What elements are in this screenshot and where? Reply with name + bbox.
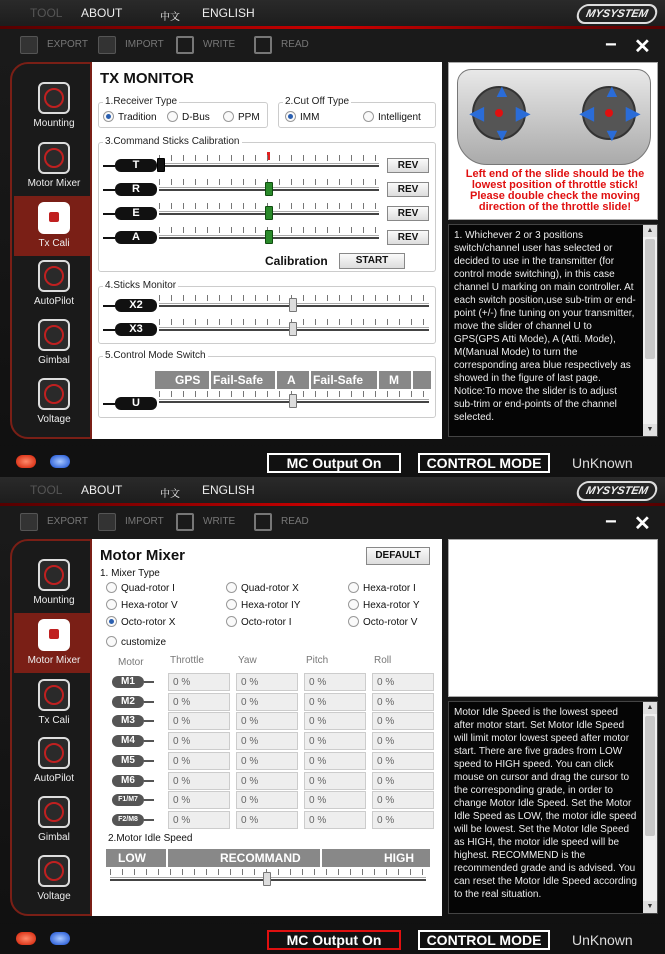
motor-mixer-window bbox=[0, 477, 665, 954]
read-icon bbox=[254, 36, 272, 54]
mix-cell-yaw[interactable]: 0 % bbox=[236, 791, 298, 809]
menu-chinese[interactable]: 中文 bbox=[160, 12, 180, 23]
status-led-blue bbox=[50, 932, 70, 945]
col-pitch: Pitch bbox=[306, 655, 329, 666]
mix-cell-pitch[interactable]: 0 % bbox=[304, 772, 366, 790]
autopilot-icon bbox=[38, 260, 70, 292]
calibration-text: Calibration bbox=[265, 254, 328, 268]
sidebar-item-gimbal[interactable]: Gimbal bbox=[22, 319, 86, 375]
channel-e-slider[interactable] bbox=[265, 206, 273, 220]
channel-t-track bbox=[159, 163, 379, 167]
radio-imm[interactable]: IMM bbox=[285, 111, 319, 123]
channel-t-slider[interactable] bbox=[157, 158, 165, 172]
scroll-down-icon: ▼ bbox=[643, 901, 657, 913]
radio-hexa-rotor-y[interactable]: Hexa-rotor Y bbox=[348, 599, 420, 611]
radio-octo-rotor-x[interactable]: Octo-rotor X bbox=[106, 616, 175, 628]
import-icon bbox=[98, 513, 116, 531]
help-scrollbar[interactable] bbox=[643, 702, 657, 913]
tx-cali-icon bbox=[38, 202, 70, 234]
control-mode-value: UnKnown bbox=[572, 932, 633, 948]
gimbal-icon bbox=[38, 319, 70, 351]
channel-r-label: R bbox=[115, 183, 157, 196]
control-mode-value: UnKnown bbox=[572, 455, 633, 471]
write-icon bbox=[176, 513, 194, 531]
mix-cell-roll[interactable]: 0 % bbox=[372, 791, 434, 809]
rev-button-t[interactable]: REV bbox=[387, 158, 429, 173]
tx-cali-icon bbox=[38, 679, 70, 711]
export-icon bbox=[20, 36, 38, 54]
arrow-up-icon: ▲ bbox=[603, 81, 621, 101]
cutoff-type-label: 2.Cut Off Type bbox=[285, 96, 350, 107]
channel-r-slider[interactable] bbox=[265, 182, 273, 196]
mix-cell-throttle[interactable]: 0 % bbox=[168, 693, 230, 711]
mounting-icon bbox=[38, 559, 70, 591]
calibration-label: 3.Command Sticks Calibration bbox=[105, 136, 240, 147]
motor-label: M5 bbox=[112, 755, 144, 767]
minimize-button[interactable]: − bbox=[605, 34, 617, 56]
radio-quad-rotor-x[interactable]: Quad-rotor X bbox=[226, 582, 299, 594]
page-title: Motor Mixer bbox=[100, 547, 186, 564]
start-button[interactable]: START bbox=[339, 253, 405, 269]
mix-cell-pitch[interactable]: 0 % bbox=[304, 673, 366, 691]
col-motor: Motor bbox=[118, 657, 144, 668]
mix-cell-pitch[interactable]: 0 % bbox=[304, 791, 366, 809]
cutoff-type-group bbox=[278, 96, 436, 128]
mix-cell-pitch[interactable]: 0 % bbox=[304, 712, 366, 730]
voltage-icon bbox=[38, 378, 70, 410]
toolbar: EXPORT IMPORT WRITE READ − ✕ bbox=[0, 30, 665, 60]
default-button[interactable]: DEFAULT bbox=[366, 547, 430, 565]
motor-label: M2 bbox=[112, 696, 144, 708]
status-bar bbox=[0, 447, 665, 477]
radio-dbus[interactable]: D-Bus bbox=[167, 111, 210, 123]
sidebar-item-tx-cali[interactable]: Tx Cali bbox=[14, 196, 94, 256]
rev-button-e[interactable]: REV bbox=[387, 206, 429, 221]
channel-a-label: A bbox=[115, 231, 157, 244]
channel-x3-label: X3 bbox=[115, 323, 157, 336]
sidebar-item-voltage[interactable]: Voltage bbox=[22, 855, 86, 911]
transmitter-diagram bbox=[448, 62, 658, 220]
mix-cell-throttle[interactable]: 0 % bbox=[168, 791, 230, 809]
arrow-down-icon: ▼ bbox=[493, 125, 511, 145]
status-bar bbox=[0, 924, 665, 954]
divider bbox=[0, 503, 665, 506]
control-mode-group bbox=[98, 350, 436, 418]
mix-cell-throttle[interactable]: 0 % bbox=[168, 772, 230, 790]
status-led-red bbox=[16, 932, 36, 945]
motor-mixer-panel bbox=[92, 539, 442, 916]
mix-cell-yaw[interactable]: 0 % bbox=[236, 712, 298, 730]
mix-cell-roll[interactable]: 0 % bbox=[372, 732, 434, 750]
channel-x2-slider[interactable] bbox=[289, 298, 297, 312]
channel-t-label: T bbox=[115, 159, 157, 172]
scroll-up-icon: ▲ bbox=[643, 225, 657, 237]
mix-cell-pitch[interactable]: 0 % bbox=[304, 693, 366, 711]
channel-u-slider[interactable] bbox=[289, 394, 297, 408]
throttle-warning: Left end of the slide should be the lowest position of throttle stick! Please double check the moving direction of the throttle slide! bbox=[465, 168, 645, 213]
mix-cell-roll[interactable]: 0 % bbox=[372, 752, 434, 770]
mix-cell-pitch[interactable]: 0 % bbox=[304, 732, 366, 750]
radio-ppm[interactable]: PPM bbox=[223, 111, 260, 123]
motor-label: M6 bbox=[112, 775, 144, 787]
menu-tool[interactable]: TOOL bbox=[30, 6, 63, 20]
channel-e-label: E bbox=[115, 207, 157, 220]
brand-logo: MYSYSTEM bbox=[575, 481, 659, 501]
col-yaw: Yaw bbox=[238, 655, 257, 666]
radio-intelligent[interactable]: Intelligent bbox=[363, 111, 421, 123]
tx-monitor-panel bbox=[92, 62, 442, 439]
radio-octo-rotor-i[interactable]: Octo-rotor I bbox=[226, 616, 292, 628]
autopilot-icon bbox=[38, 737, 70, 769]
mix-cell-throttle[interactable]: 0 % bbox=[168, 811, 230, 829]
export-icon bbox=[20, 513, 38, 531]
mix-cell-throttle[interactable]: 0 % bbox=[168, 752, 230, 770]
idle-speed-bar: LOW RECOMMAND HIGH bbox=[106, 849, 430, 867]
mounting-icon bbox=[38, 82, 70, 114]
help-text: 1. Whichever 2 or 3 positions switch/channel user has selected or decided to use in the transmitter (for control mode switching), in this case channel U marking on main controller. At each switch position,use sub-trim or end-point (+/-) fine tuning on your transmitter, move the slider of channel U to GPS(GPS Atti Mode), A (Atti. Mode), M(Manual Mode) to turn the corresponding area blue respectively as showed in the figure of last page. Notice:To move the slider is to adjust sub-trim or end-points of the channel selected. bbox=[454, 230, 636, 423]
sidebar-item-autopilot[interactable]: AutoPilot bbox=[22, 737, 86, 793]
sticks-monitor-group bbox=[98, 280, 436, 344]
gimbal-icon bbox=[38, 796, 70, 828]
channel-u-label: U bbox=[115, 397, 157, 410]
radio-octo-rotor-v[interactable]: Octo-rotor V bbox=[348, 616, 417, 628]
idle-speed-label: 2.Motor Idle Speed bbox=[108, 833, 193, 844]
brand-logo: MYSYSTEM bbox=[575, 4, 659, 24]
menu-about[interactable]: ABOUT bbox=[81, 6, 123, 20]
import-icon bbox=[98, 36, 116, 54]
motor-mixer-icon bbox=[38, 142, 70, 174]
calibration-group bbox=[98, 136, 436, 272]
radio-hexa-rotor-v[interactable]: Hexa-rotor V bbox=[106, 599, 178, 611]
arrow-left-icon: ◀ bbox=[470, 103, 484, 123]
radio-customize[interactable]: customize bbox=[106, 636, 166, 648]
sidebar bbox=[10, 539, 92, 916]
radio-tradition[interactable]: Tradition bbox=[103, 111, 157, 123]
sidebar bbox=[10, 62, 92, 439]
menu-english[interactable]: ENGLISH bbox=[202, 6, 255, 20]
help-scrollbar[interactable] bbox=[643, 225, 657, 436]
arrow-right-icon: ▶ bbox=[516, 103, 530, 123]
arrow-left-icon: ◀ bbox=[580, 103, 594, 123]
receiver-type-group bbox=[98, 96, 268, 128]
scroll-up-icon: ▲ bbox=[643, 702, 657, 714]
mix-cell-roll[interactable]: 0 % bbox=[372, 673, 434, 691]
arrow-down-icon: ▼ bbox=[603, 125, 621, 145]
menu-chinese[interactable]: 中文 bbox=[160, 489, 180, 500]
motor-label: M1 bbox=[112, 676, 144, 688]
transmitter-image bbox=[457, 69, 651, 165]
menu-about[interactable]: ABOUT bbox=[81, 483, 123, 497]
scroll-down-icon: ▼ bbox=[643, 424, 657, 436]
mix-cell-yaw[interactable]: 0 % bbox=[236, 732, 298, 750]
top-menu-bar bbox=[0, 0, 665, 28]
mix-cell-pitch[interactable]: 0 % bbox=[304, 811, 366, 829]
arrow-right-icon: ▶ bbox=[626, 103, 640, 123]
motor-label: F1/M7 bbox=[112, 794, 144, 806]
motor-label: F2/M8 bbox=[112, 814, 144, 826]
status-led-red bbox=[16, 455, 36, 468]
sidebar-item-mounting[interactable]: Mounting bbox=[22, 559, 86, 615]
mixer-type-label: 1. Mixer Type bbox=[100, 568, 160, 579]
mc-output-indicator[interactable]: MC Output On bbox=[267, 930, 401, 950]
sidebar-item-gimbal[interactable]: Gimbal bbox=[22, 796, 86, 852]
mix-cell-yaw[interactable]: 0 % bbox=[236, 673, 298, 691]
status-led-blue bbox=[50, 455, 70, 468]
help-text: Motor Idle Speed is the lowest speed after motor start. Set Motor Idle Speed will limit motor lowest speed after motor start. There are five grades from LOW speed to HIGH speed. You can click mouse on cursor and drag the cursor to the corresponding grade, in order to change Motor Idle Speed. Set the Motor Idle Speed as LOW, the motor idle speed will be lowest. Set the Motor Idle Speed as HIGH, the motor idle speed will be highest. RECOMMEND is the recommended grade and is advised. You can reset the Motor Idle Speed according to the real situation. bbox=[454, 707, 637, 900]
sidebar-item-voltage[interactable]: Voltage bbox=[22, 378, 86, 434]
radio-hexa-rotor-iy[interactable]: Hexa-rotor IY bbox=[226, 599, 300, 611]
help-text-box bbox=[448, 701, 658, 914]
sidebar-item-autopilot[interactable]: AutoPilot bbox=[22, 260, 86, 316]
mix-cell-roll[interactable]: 0 % bbox=[372, 712, 434, 730]
sticks-monitor-label: 4.Sticks Monitor bbox=[105, 280, 177, 291]
divider bbox=[0, 26, 665, 29]
mix-cell-yaw[interactable]: 0 % bbox=[236, 772, 298, 790]
page-title: TX MONITOR bbox=[100, 70, 194, 87]
menu-english[interactable]: ENGLISH bbox=[202, 483, 255, 497]
mix-cell-roll[interactable]: 0 % bbox=[372, 693, 434, 711]
motor-label: M4 bbox=[112, 735, 144, 747]
radio-quad-rotor-i[interactable]: Quad-rotor I bbox=[106, 582, 175, 594]
mix-cell-yaw[interactable]: 0 % bbox=[236, 811, 298, 829]
mix-cell-throttle[interactable]: 0 % bbox=[168, 712, 230, 730]
mix-cell-roll[interactable]: 0 % bbox=[372, 811, 434, 829]
mc-output-indicator[interactable]: MC Output On bbox=[267, 453, 401, 473]
channel-x2-label: X2 bbox=[115, 299, 157, 312]
mix-cell-roll[interactable]: 0 % bbox=[372, 772, 434, 790]
col-roll: Roll bbox=[374, 655, 392, 666]
toolbar: EXPORT IMPORT WRITE READ − ✕ bbox=[0, 507, 665, 537]
radio-hexa-rotor-i[interactable]: Hexa-rotor I bbox=[348, 582, 416, 594]
mix-cell-throttle[interactable]: 0 % bbox=[168, 732, 230, 750]
write-icon bbox=[176, 36, 194, 54]
mix-cell-pitch[interactable]: 0 % bbox=[304, 752, 366, 770]
close-button[interactable]: ✕ bbox=[634, 36, 651, 58]
col-throttle: Throttle bbox=[170, 655, 204, 666]
voltage-icon bbox=[38, 855, 70, 887]
read-icon bbox=[254, 513, 272, 531]
channel-x3-slider[interactable] bbox=[289, 322, 297, 336]
rev-button-r[interactable]: REV bbox=[387, 182, 429, 197]
sidebar-item-mounting[interactable]: Mounting bbox=[22, 82, 86, 138]
channel-a-slider[interactable] bbox=[265, 230, 273, 244]
idle-speed-slider[interactable] bbox=[263, 872, 271, 886]
rev-button-a[interactable]: REV bbox=[387, 230, 429, 245]
receiver-type-label: 1.Receiver Type bbox=[105, 96, 178, 107]
menu-tool[interactable]: TOOL bbox=[30, 483, 63, 497]
mix-cell-yaw[interactable]: 0 % bbox=[236, 693, 298, 711]
control-mode-indicator: CONTROL MODE bbox=[418, 453, 550, 473]
control-mode-label: 5.Control Mode Switch bbox=[105, 350, 206, 361]
top-menu-bar bbox=[0, 477, 665, 505]
sidebar-item-motor-mixer[interactable]: Motor Mixer bbox=[14, 613, 94, 673]
mix-cell-throttle[interactable]: 0 % bbox=[168, 673, 230, 691]
control-mode-bar: GPS Fail-Safe A Fail-Safe M bbox=[155, 371, 431, 389]
motor-mixer-icon bbox=[38, 619, 70, 651]
arrow-up-icon: ▲ bbox=[493, 81, 511, 101]
mix-cell-yaw[interactable]: 0 % bbox=[236, 752, 298, 770]
motor-label: M3 bbox=[112, 715, 144, 727]
sidebar-item-motor-mixer[interactable]: Motor Mixer bbox=[22, 142, 86, 198]
sidebar-item-tx-cali[interactable]: Tx Cali bbox=[22, 679, 86, 735]
mixer-preview-panel bbox=[448, 539, 658, 697]
help-text-box bbox=[448, 224, 658, 437]
close-button[interactable]: ✕ bbox=[634, 513, 651, 535]
minimize-button[interactable]: − bbox=[605, 511, 617, 533]
control-mode-indicator: CONTROL MODE bbox=[418, 930, 550, 950]
